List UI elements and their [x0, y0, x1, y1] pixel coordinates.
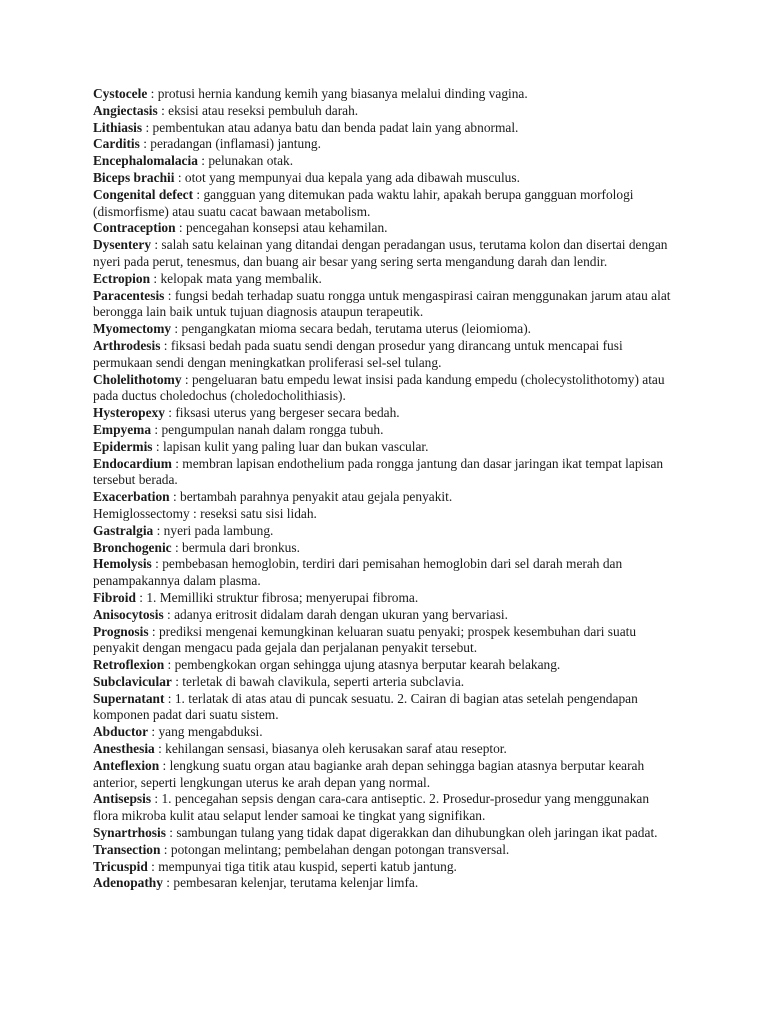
glossary-entry: [93, 237, 673, 271]
glossary-entry: [93, 338, 673, 372]
glossary-term: Biceps brachii: [93, 169, 175, 185]
glossary-definition: : membran lapisan endothelium pada rongga jantung dan dasar jaringan ikat tempat lapisan tersebut berada.: [93, 455, 664, 488]
glossary-entry: [93, 590, 673, 607]
glossary-term: Anisocytosis: [93, 606, 164, 622]
glossary-entry: [93, 859, 673, 876]
glossary-term: Anesthesia: [93, 741, 155, 757]
glossary-entry: [93, 86, 673, 103]
glossary-term: Retroflexion: [93, 657, 165, 673]
glossary-term: Angiectasis: [93, 102, 158, 118]
glossary-entry: [93, 624, 673, 658]
glossary-term: Endocardium: [93, 455, 172, 471]
glossary-term: Ectropion: [93, 270, 151, 286]
glossary-term: Fibroid: [93, 589, 136, 605]
glossary-entry: [93, 691, 673, 725]
glossary-term: Congenital defect: [93, 186, 194, 202]
glossary-definition: : terletak di bawah clavikula, seperti arteria subclavia.: [171, 673, 465, 689]
glossary-entry: [93, 170, 673, 187]
glossary-entry: [93, 271, 673, 288]
glossary-document: [93, 86, 673, 892]
glossary-definition: : salah satu kelainan yang ditandai dengan peradangan usus, terutama kolon dan disertai dengan nyeri pada perut, tenesmus, dan buang air besar yang sering serta mengandung darah dan lendir.: [93, 237, 668, 269]
glossary-term: Encephalomalacia: [93, 153, 198, 169]
glossary-term: Synartrhosis: [93, 825, 166, 841]
glossary-entry: [93, 489, 673, 506]
glossary-definition: : sambungan tulang yang tidak dapat digerakkan dan dihubungkan oleh jaringan ikat padat.: [165, 825, 658, 841]
glossary-entry: [93, 456, 673, 490]
glossary-definition: : pengeluaran batu empedu lewat insisi pada kandung empedu (cholecystolithotomy) atau pada ductus choledochus (choledocholithiasis).: [93, 371, 665, 404]
glossary-entry: [93, 523, 673, 540]
glossary-definition: : pembebasan hemoglobin, terdiri dari pemisahan hemoglobin dari sel darah merah dan penampakannya dalam plasma.: [93, 556, 623, 589]
glossary-term: Lithiasis: [93, 119, 143, 135]
glossary-term: Transection: [93, 841, 161, 857]
glossary-entry: [93, 321, 673, 338]
glossary-definition: : peradangan (inflamasi) jantung.: [139, 136, 321, 152]
glossary-term: Contraception: [93, 220, 176, 236]
glossary-entry: [93, 187, 673, 221]
glossary-entry: [93, 674, 673, 691]
glossary-entry: [93, 657, 673, 674]
glossary-entry: [93, 439, 673, 456]
glossary-term: Abductor: [93, 724, 149, 740]
glossary-entry: [93, 842, 673, 859]
glossary-definition: : eksisi atau reseksi pembuluh darah.: [157, 102, 359, 118]
glossary-term: Antisepsis: [93, 791, 152, 807]
glossary-definition: : kehilangan sensasi, biasanya oleh kerusakan saraf atau reseptor.: [154, 741, 507, 757]
glossary-definition: : lapisan kulit yang paling luar dan bukan vascular.: [152, 438, 429, 454]
glossary-definition: : prediksi mengenai kemungkinan keluaran suatu penyaki; prospek kesembuhan dari suatu penyakit dengan mengacu pada gejala dan perjalanan penyakit tersebut.: [93, 623, 637, 656]
glossary-definition: : fiksasi bedah pada suatu sendi dengan prosedur yang dirancang untuk mencapai fusi permukaan sendi dengan meningkatkan proliferasi sel-sel tulang.: [93, 337, 623, 370]
glossary-entry: [93, 758, 673, 792]
glossary-entry: [93, 741, 673, 758]
glossary-entry: [93, 422, 673, 439]
glossary-definition: : otot yang mempunyai dua kepala yang ada dibawah musculus.: [174, 169, 520, 185]
glossary-definition: : yang mengabduksi.: [148, 724, 263, 740]
glossary-term: Carditis: [93, 136, 140, 152]
glossary-definition: : reseksi satu sisi lidah.: [189, 505, 317, 521]
glossary-term: Hemiglossectomy: [93, 505, 190, 521]
glossary-entry: [93, 372, 673, 406]
glossary-term: Bronchogenic: [93, 539, 172, 555]
glossary-definition: : pengangkatan mioma secara bedah, terutama uterus (leiomioma).: [171, 321, 531, 337]
glossary-term: Adenopathy: [93, 875, 163, 891]
glossary-definition: : 1. pencegahan sepsis dengan cara-cara antiseptic. 2. Prosedur-prosedur yang menggunakan flora mikroba kulit atau selaput lender samoai ke tingkat yang signifikan.: [93, 791, 650, 824]
glossary-entry: [93, 506, 673, 523]
glossary-definition: : mempunyai tiga titik atau kuspid, seperti katub jantung.: [147, 858, 457, 874]
glossary-definition: : pengumpulan nanah dalam rongga tubuh.: [151, 421, 384, 437]
glossary-definition: : protusi hernia kandung kemih yang biasanya melalui dinding vagina.: [147, 86, 528, 101]
glossary-term: Prognosis: [93, 623, 149, 639]
glossary-entry: [93, 540, 673, 557]
glossary-definition: : nyeri pada lambung.: [153, 522, 274, 538]
glossary-entry: [93, 825, 673, 842]
glossary-term: Hemolysis: [93, 556, 152, 572]
glossary-entry: [93, 791, 673, 825]
glossary-definition: : potongan melintang; pembelahan dengan potongan transversal.: [160, 841, 510, 857]
glossary-term: Supernatant: [93, 690, 165, 706]
glossary-term: Subclavicular: [93, 673, 172, 689]
glossary-definition: : pelunakan otak.: [197, 153, 294, 169]
glossary-definition: : 1. Memilliki struktur fibrosa; menyerupai fibroma.: [135, 589, 419, 605]
glossary-definition: : pembesaran kelenjar, terutama kelenjar limfa.: [162, 875, 419, 891]
glossary-entry: [93, 153, 673, 170]
glossary-definition: : bermula dari bronkus.: [171, 539, 300, 555]
glossary-entry: [93, 288, 673, 322]
glossary-entry: [93, 556, 673, 590]
glossary-definition: : pencegahan konsepsi atau kehamilan.: [175, 220, 388, 236]
glossary-term: Arthrodesis: [93, 337, 161, 353]
glossary-definition: : adanya eritrosit didalam darah dengan ukuran yang bervariasi.: [163, 606, 508, 622]
glossary-entry: [93, 136, 673, 153]
glossary-definition: : pembentukan atau adanya batu dan benda padat lain yang abnormal.: [142, 119, 519, 135]
glossary-term: Anteflexion: [93, 757, 160, 773]
glossary-definition: : fiksasi uterus yang bergeser secara bedah.: [164, 405, 400, 421]
glossary-term: Epidermis: [93, 438, 153, 454]
glossary-term: Paracentesis: [93, 287, 165, 303]
glossary-entry: [93, 220, 673, 237]
glossary-term: Exacerbation: [93, 489, 170, 505]
glossary-definition: : fungsi bedah terhadap suatu rongga untuk mengaspirasi cairan menggunakan jarum atau alat berongga lain baik untuk tujuan diagnosis ataupun terapeutik.: [93, 287, 671, 320]
glossary-term: Gastralgia: [93, 522, 154, 538]
glossary-term: Myomectomy: [93, 321, 172, 337]
glossary-definition: : lengkung suatu organ atau bagianke arah depan sehingga bagian atasnya berputar kearah anterior, seperti lengkungan uterus ke arah depan yang normal.: [93, 757, 645, 790]
glossary-entry: [93, 724, 673, 741]
glossary-entry: [93, 103, 673, 120]
glossary-term: Tricuspid: [93, 858, 148, 874]
glossary-term: Empyema: [93, 421, 152, 437]
glossary-entry: [93, 405, 673, 422]
glossary-term: Hysteropexy: [93, 405, 165, 421]
glossary-entry: [93, 875, 673, 892]
glossary-definition: : pembengkokan organ sehingga ujung atasnya berputar kearah belakang.: [164, 657, 561, 673]
glossary-term: Cystocele: [93, 86, 148, 101]
glossary-definition: : 1. terlatak di atas atau di puncak sesuatu. 2. Cairan di bagian atas setelah pengendapan komponen padat dari suatu sistem.: [93, 690, 638, 723]
glossary-entry: [93, 607, 673, 624]
glossary-definition: : gangguan yang ditemukan pada waktu lahir, apakah berupa gangguan morfologi (dismorfisme) atau suatu cacat bawaan metabolism.: [93, 186, 634, 219]
glossary-entry: [93, 120, 673, 137]
glossary-definition: : kelopak mata yang membalik.: [150, 270, 322, 286]
glossary-term: Cholelithotomy: [93, 371, 182, 387]
glossary-definition: : bertambah parahnya penyakit atau gejala penyakit.: [169, 489, 453, 505]
glossary-term: Dysentery: [93, 237, 152, 253]
